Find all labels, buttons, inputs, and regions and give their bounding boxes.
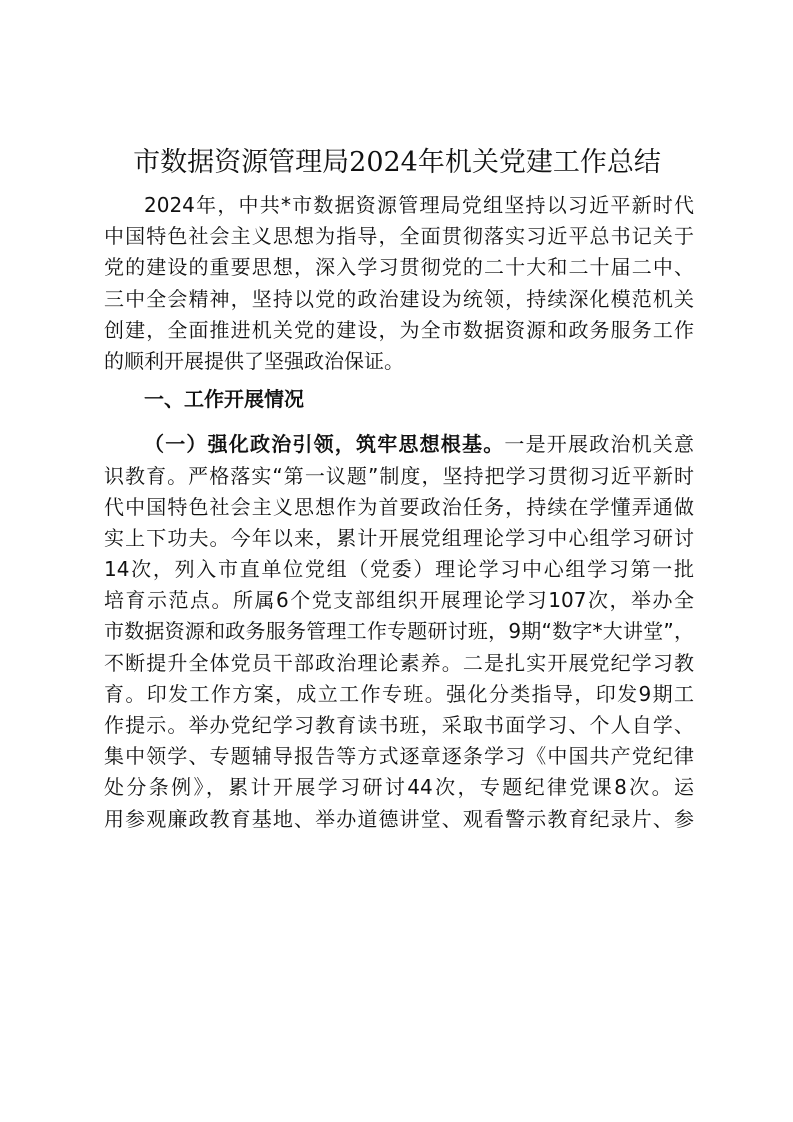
paragraph-line: 三中全会精神，坚持以党的政治建设为统领，持续深化模范机关 bbox=[104, 286, 694, 311]
paragraph-line: 作提示。举办党纪学习教育读书班，采取书面学习、个人自学、 bbox=[104, 713, 694, 737]
paragraph-line: 的顺利开展提供了坚强政治保证。 bbox=[104, 348, 404, 373]
subsection-heading: （一）强化政治引领，筑牢思想根基。 bbox=[144, 432, 505, 457]
paragraph-line: 集中领学、专题辅导报告等方式逐章逐条学习《中国共产党纪律 bbox=[104, 744, 694, 769]
paragraph-line bbox=[104, 429, 694, 460]
paragraph-line: 培育示范点。所属6个党支部组织开展理论学习107次，举办全 bbox=[104, 588, 694, 613]
subsection-paragraph bbox=[104, 429, 694, 834]
paragraph-line: 代中国特色社会主义思想作为首要政治任务，持续在学懂弄通做 bbox=[104, 494, 694, 519]
intro-paragraph bbox=[104, 190, 694, 377]
paragraph-text: 一是开展政治机关意 bbox=[504, 432, 695, 457]
paragraph-line: 14次，列入市直单位党组（党委）理论学习中心组学习第一批 bbox=[104, 557, 694, 582]
document-body bbox=[104, 190, 694, 835]
paragraph-line: 不断提升全体党员干部政治理论素养。二是扎实开展党纪学习教 bbox=[104, 650, 694, 675]
paragraph-line: 识教育。严格落实“第一议题”制度，坚持把学习贯彻习近平新时 bbox=[104, 463, 694, 488]
paragraph-line: 2024年，中共*市数据资源管理局党组坚持以习近平新时代 bbox=[144, 193, 694, 217]
section-heading: 一、工作开展情况 bbox=[144, 387, 304, 412]
paragraph-line: 市数据资源和政务服务管理工作专题研讨班，9期“数字*大讲堂”， bbox=[104, 619, 694, 644]
paragraph-line: 育。印发工作方案，成立工作专班。强化分类指导，印发9期工 bbox=[104, 681, 694, 706]
paragraph-line: 实上下功夫。今年以来，累计开展党组理论学习中心组学习研讨 bbox=[104, 525, 694, 550]
paragraph-line: 用参观廉政教育基地、举办道德讲堂、观看警示教育纪录片、参 bbox=[104, 806, 694, 831]
paragraph-line: 党的建设的重要思想，深入学习贯彻党的二十大和二十届二中、 bbox=[104, 255, 694, 280]
paragraph-line: 中国特色社会主义思想为指导，全面贯彻落实习近平总书记关于 bbox=[104, 224, 694, 249]
document-title: 市数据资源管理局2024年机关党建工作总结 bbox=[133, 147, 661, 178]
paragraph-line: 处分条例》，累计开展学习研讨44次，专题纪律党课8次。运 bbox=[104, 775, 694, 800]
paragraph-line: 创建，全面推进机关党的建设，为全市数据资源和政务服务工作 bbox=[104, 317, 694, 342]
